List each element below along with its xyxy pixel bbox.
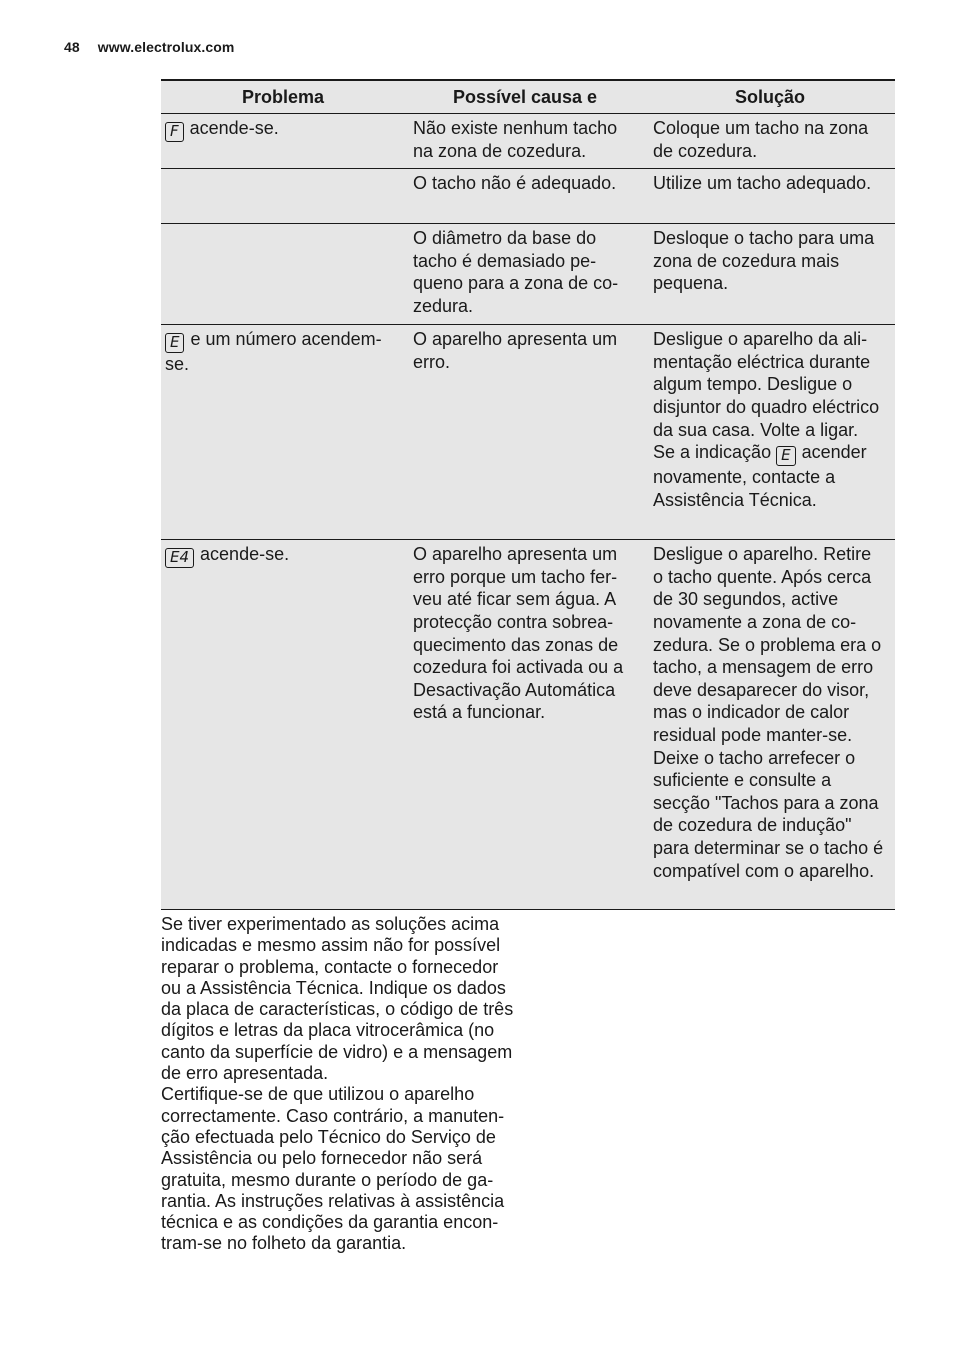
troubleshooting-table (161, 79, 895, 910)
service-note (161, 914, 521, 1255)
problem-cell (161, 169, 405, 224)
problem-text: acende-se. (189, 118, 279, 138)
website-url: www.electrolux.com (97, 39, 235, 55)
cause-cell: O aparelho apresenta um erro. (405, 325, 645, 540)
table-header-row (161, 80, 895, 114)
solution-cell (645, 325, 895, 540)
cause-cell: O diâmetro da base do tacho é demasiado pequeno para a zona de cozedura. (405, 224, 645, 325)
page-header (64, 39, 234, 55)
cause-cell: O aparelho apresenta um erro porque um tacho ferveu até ficar sem água. A protecção contra sobreaquecimento das zonas de cozedura foi activada ou a Desactivação Automática está a funcionar. (405, 540, 645, 910)
solution-text: acender novamente, contacte a Assistência Técnica. (653, 442, 867, 510)
problem-cell (161, 325, 405, 540)
table-row (161, 325, 895, 540)
solution-text: Desligue o aparelho da alimentação eléctrica durante algum tempo. Desligue o disjuntor do quadro eléctrico da sua casa. Volte a ligar. Se a indicação (653, 329, 880, 463)
problem-text: acende-se. (200, 544, 290, 565)
display-symbol-icon: E (165, 333, 184, 353)
header-cause: Possível causa e (405, 80, 645, 114)
problem-cell (161, 540, 405, 910)
problem-cell (161, 114, 405, 169)
cause-cell: Não existe nenhum tacho na zona de cozedura. (405, 114, 645, 169)
problem-cell (161, 224, 405, 325)
solution-cell: Desligue o aparelho. Retire o tacho quente. Após cerca de 30 segundos, active novamente a zona de cozedura. Se o problema era o tacho, a mensagem de erro deve desaparecer do visor, mas o indicador de calor residual pode manter-se. Deixe o tacho arrefecer o suficiente e consulte a secção "Tachos para a zona de cozedura de indução" para determinar se o tacho é compatível com o aparelho. (645, 540, 895, 910)
display-symbol-icon: F (165, 122, 184, 142)
note-paragraph: Se tiver experimentado as soluções acima indicadas e mesmo assim não for possível reparar o problema, contacte o fornecedor ou a Assistência Técnica. Indique os dados da placa de características, o código de três dígitos e letras da placa vitrocerâmica (no canto da superfície de vidro) e a mensagem de erro apresentada. (161, 914, 514, 1084)
header-problem: Problema (161, 80, 405, 114)
header-solution: Solução (645, 80, 895, 114)
solution-cell: Utilize um tacho adequado. (645, 169, 895, 224)
display-symbol-icon: E4 (165, 548, 194, 568)
table-row (161, 540, 895, 910)
note-paragraph: Certifique-se de que utilizou o aparelho correctamente. Caso contrário, a manutenção efectuada pelo Técnico do Serviço de Assistência ou pelo fornecedor não será gratuita, mesmo durante o período de garantia. As instruções relativas à assistência técnica e as condições da garantia encontram-se no folheto da garantia. (161, 1084, 505, 1254)
display-symbol-icon: E (776, 446, 795, 466)
page-number: 48 (64, 39, 80, 55)
solution-cell: Desloque o tacho para uma zona de cozedura mais pequena. (645, 224, 895, 325)
solution-cell: Coloque um tacho na zona de cozedura. (645, 114, 895, 169)
problem-text: e um número acendem-se. (165, 329, 382, 375)
table-row (161, 224, 895, 325)
cause-cell: O tacho não é adequado. (405, 169, 645, 224)
table-row (161, 169, 895, 224)
table-row (161, 114, 895, 169)
